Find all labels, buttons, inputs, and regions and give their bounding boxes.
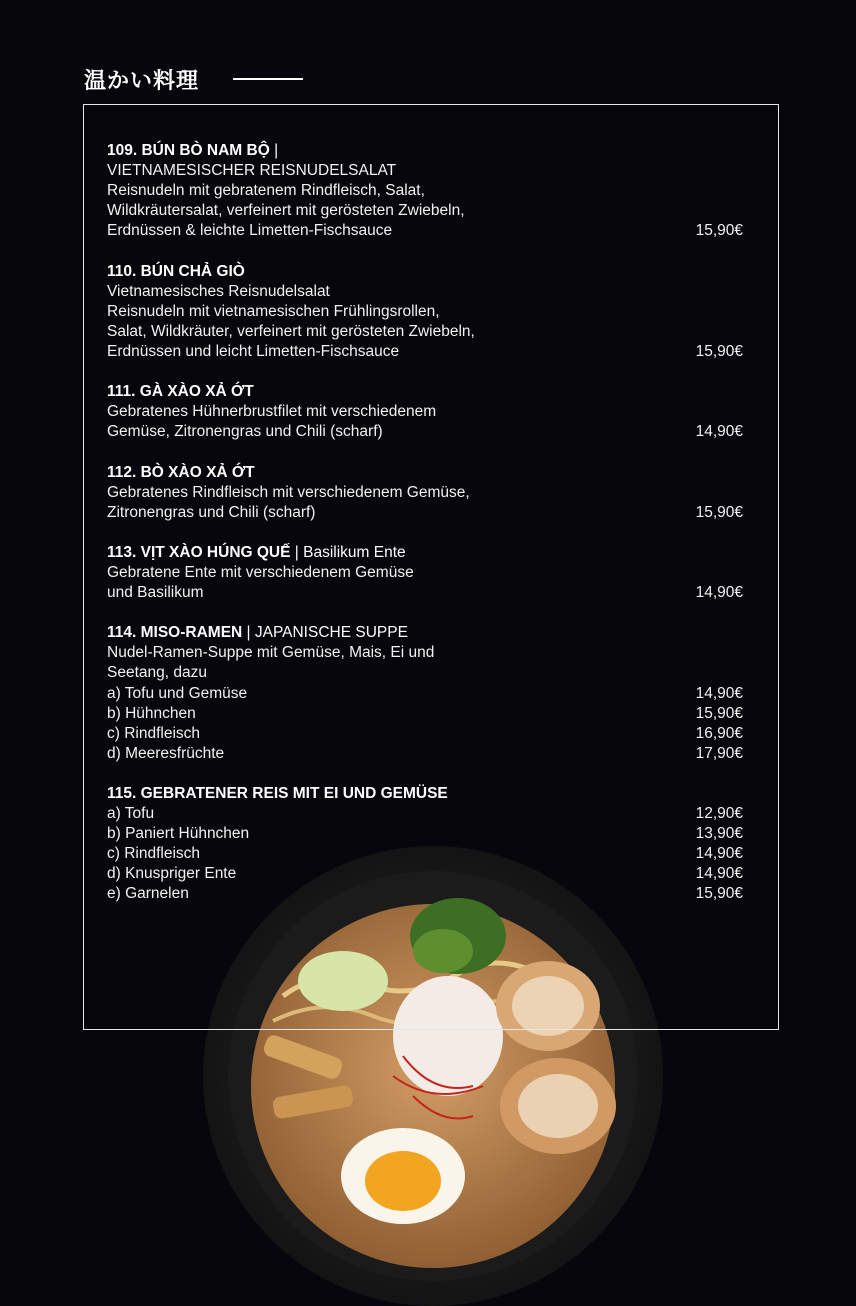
menu-option-label: a) Tofu [107, 805, 155, 823]
menu-option-label: b) Paniert Hühnchen [107, 825, 250, 843]
menu-item-description: Erdnüssen & leichte Limetten-Fischsauce [107, 222, 393, 240]
menu-item [107, 463, 743, 523]
menu-item-description: Salat, Wildkräuter, verfeinert mit gerösteten Zwiebeln, [107, 322, 475, 340]
menu-item-description: Reisnudeln mit vietnamesischen Frühlingsrollen, [107, 302, 440, 320]
menu-item-price: 15,90€ [695, 342, 743, 360]
menu-item-title [107, 262, 743, 282]
menu-option-label: b) Hühnchen [107, 704, 196, 722]
menu-item [107, 141, 743, 241]
menu-option [107, 884, 743, 904]
menu-item-name: 112. BÒ XÀO XẢ ỚT [107, 463, 255, 481]
menu-option-price: 12,90€ [695, 805, 743, 823]
menu-option-label: c) Rindfleisch [107, 724, 201, 742]
menu-item-name: 111. GÀ XÀO XẢ ỚT [107, 383, 254, 401]
menu-item-description: Wildkräutersalat, verfeinert mit gerösteten Zwiebeln, [107, 202, 465, 220]
menu-option-price: 16,90€ [695, 724, 743, 742]
menu-item-subtitle: | [269, 142, 279, 159]
menu-item-name: 114. MISO-RAMEN [107, 624, 243, 642]
menu-item-name: 115. GEBRATENER REIS MIT EI UND GEMÜSE [107, 785, 448, 802]
menu-option-label: a) Tofu und Gemüse [107, 684, 248, 702]
menu-option [107, 804, 743, 824]
menu-item-price: 15,90€ [695, 222, 743, 240]
menu-item-description: Gemüse, Zitronengras und Chili (scharf) [107, 423, 383, 441]
menu-item-description: Vietnamesisches Reisnudelsalat [107, 282, 330, 300]
menu-item-title [107, 784, 743, 804]
menu-item-price: 15,90€ [695, 503, 743, 521]
menu-option-price: 14,90€ [695, 845, 743, 863]
menu-item-title [107, 543, 743, 563]
menu-item-title [107, 141, 743, 161]
menu-option-price: 13,90€ [695, 825, 743, 843]
menu-option [107, 744, 743, 764]
menu-option-price: 15,90€ [695, 704, 743, 722]
menu-item-price-row [107, 342, 743, 362]
menu-option-price: 14,90€ [695, 865, 743, 883]
menu-item-subtitle: | Basilikum Ente [290, 543, 406, 561]
menu-item-title [107, 463, 743, 483]
menu-item-description: Reisnudeln mit gebratenem Rindfleisch, Salat, [107, 182, 425, 200]
menu-item-price: 14,90€ [695, 584, 743, 602]
menu-item-description: Gebratenes Rindfleisch mit verschiedenem Gemüse, [107, 483, 470, 501]
menu-item [107, 784, 743, 905]
menu-item-title [107, 382, 743, 402]
menu-item-price: 14,90€ [695, 423, 743, 441]
menu-item-description: Erdnüssen und leicht Limetten-Fischsauce [107, 342, 400, 360]
menu-item-description: und Basilikum [107, 584, 204, 602]
menu-item [107, 543, 743, 603]
menu-item [107, 262, 743, 362]
menu-item [107, 382, 743, 442]
menu-item-price-row [107, 583, 743, 603]
menu-option [107, 724, 743, 744]
menu-item-description: Gebratene Ente mit verschiedenem Gemüse [107, 563, 414, 581]
section-heading: 温かい料理 [84, 69, 200, 94]
menu-item [107, 623, 743, 764]
menu-option-label: c) Rindfleisch [107, 845, 201, 863]
menu-option [107, 684, 743, 704]
menu-option [107, 824, 743, 844]
menu-item-description: Seetang, dazu [107, 664, 207, 682]
menu-option [107, 704, 743, 724]
menu-option-price: 17,90€ [695, 744, 743, 762]
heading-divider [233, 78, 303, 80]
menu-item-price-row [107, 221, 743, 241]
menu-option-price: 14,90€ [695, 684, 743, 702]
menu-option-label: d) Meeresfrüchte [107, 744, 225, 762]
menu-option [107, 844, 743, 864]
menu-list [107, 141, 743, 925]
menu-item-subtitle: | JAPANISCHE SUPPE [242, 624, 408, 642]
menu-item-title [107, 623, 743, 643]
menu-option-price: 15,90€ [695, 885, 743, 903]
menu-option [107, 864, 743, 884]
menu-item-name: 109. BÚN BÒ NAM BỘ [107, 142, 270, 159]
menu-item-price-row [107, 503, 743, 523]
menu-item-description: Zitronengras und Chili (scharf) [107, 503, 316, 521]
menu-option-label: e) Garnelen [107, 885, 189, 903]
menu-option-label: d) Knuspriger Ente [107, 865, 237, 883]
menu-item-description: Gebratenes Hühnerbrustfilet mit verschiedenem [107, 403, 437, 421]
menu-item-name: 110. BÚN CHẢ GIÒ [107, 262, 245, 280]
menu-item-price-row [107, 422, 743, 442]
menu-item-description: VIETNAMESISCHER REISNUDELSALAT [107, 162, 397, 180]
menu-item-name: 113. VỊT XÀO HÚNG QUẾ [107, 543, 291, 561]
menu-item-description: Nudel-Ramen-Suppe mit Gemüse, Mais, Ei und [107, 644, 435, 662]
